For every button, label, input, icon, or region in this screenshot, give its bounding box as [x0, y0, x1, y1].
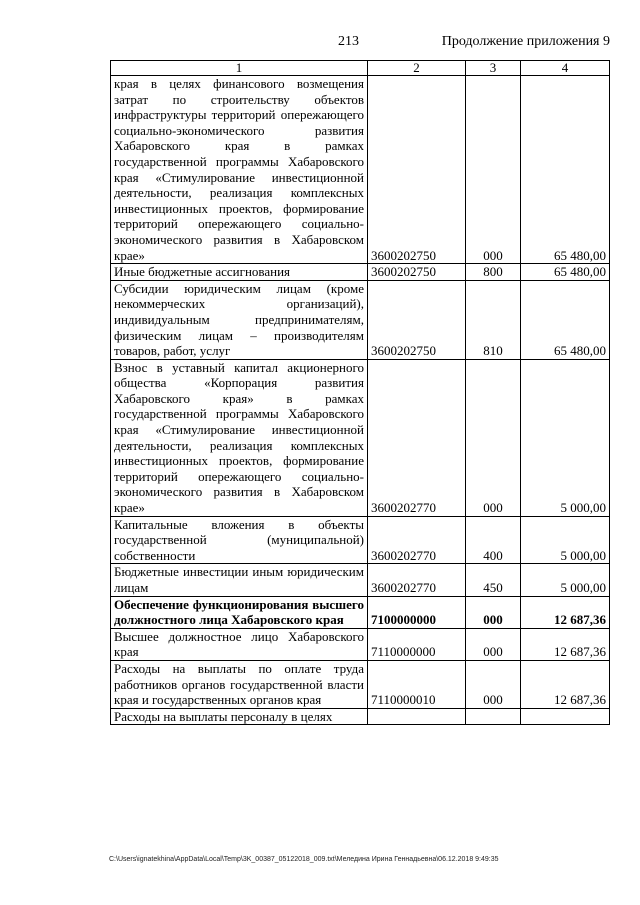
table-header-row: [111, 61, 610, 76]
row-name: Высшее должностное лицо Хабаровского края: [111, 628, 368, 660]
row-name: Обеспечение функционирования высшего должностного лица Хабаровского края: [111, 596, 368, 628]
row-expense-type: 810: [466, 280, 521, 359]
row-amount: 12 687,36: [521, 660, 610, 708]
table-row-continued: [111, 708, 610, 725]
row-amount: 12 687,36: [521, 596, 610, 628]
row-amount: 65 480,00: [521, 264, 610, 281]
row-target-code: 3600202750: [368, 280, 466, 359]
row-expense-type: 000: [466, 596, 521, 628]
row-name: Капитальные вложения в объекты государственной (муниципальной) собственности: [111, 516, 368, 564]
column-header-3: 3: [466, 61, 521, 76]
row-expense-type: 800: [466, 264, 521, 281]
row-expense-type: [466, 708, 521, 725]
row-expense-type: 400: [466, 516, 521, 564]
table-row: [111, 280, 610, 359]
row-amount: 65 480,00: [521, 280, 610, 359]
row-name: Иные бюджетные ассигнования: [111, 264, 368, 281]
row-target-code: 3600202770: [368, 516, 466, 564]
table-row-section-total: [111, 596, 610, 628]
row-target-code: 7110000010: [368, 660, 466, 708]
row-amount: 5 000,00: [521, 359, 610, 516]
row-name: Расходы на выплаты персоналу в целях: [111, 708, 368, 725]
row-expense-type: 450: [466, 564, 521, 596]
footer-file-path: C:\Users\ignatekhina\AppData\Local\Temp\3K_00387_05122018_009.txt\Меледина Ирина Геннадьевна\06.12.2018 9:49:35: [109, 856, 499, 863]
row-name: Субсидии юридическим лицам (кроме некоммерческих организаций), индивидуальным предпринимателям, физическим лицам – производителям товаров, работ, услуг: [111, 280, 368, 359]
row-target-code: 7100000000: [368, 596, 466, 628]
appendix-continuation-label: Продолжение приложения 9: [441, 34, 610, 49]
column-header-2: 2: [368, 61, 466, 76]
row-expense-type: 000: [466, 660, 521, 708]
row-expense-type: 000: [466, 76, 521, 264]
page-number: 213: [338, 34, 359, 49]
row-target-code: 7110000000: [368, 628, 466, 660]
row-expense-type: 000: [466, 359, 521, 516]
table-row: [111, 76, 610, 264]
row-expense-type: 000: [466, 628, 521, 660]
row-amount: 65 480,00: [521, 76, 610, 264]
row-target-code: 3600202770: [368, 564, 466, 596]
row-name: Расходы на выплаты по оплате труда работников органов государственной власти края и государственных органов края: [111, 660, 368, 708]
column-header-1: 1: [111, 61, 368, 76]
column-header-4: 4: [521, 61, 610, 76]
table-row: [111, 564, 610, 596]
table-row: [111, 628, 610, 660]
row-target-code: 3600202750: [368, 76, 466, 264]
table-row: [111, 516, 610, 564]
table-row: [111, 359, 610, 516]
row-name: Взнос в уставный капитал акционерного общества «Корпорация развития Хабаровского края» в рамках государственной программы Хабаровского края «Стимулирование инвестиционной деятельности, реализация комплексных инвестиционных проектов, формирование территорий опережающего социально-экономического развития в Хабаровском крае»: [111, 359, 368, 516]
row-name: Бюджетные инвестиции иным юридическим лицам: [111, 564, 368, 596]
table-row: [111, 660, 610, 708]
table-row: [111, 264, 610, 281]
row-name: края в целях финансового возмещения затрат по строительству объектов инфраструктуры территорий опережающего социально-экономического развития Хабаровского края в рамках государственной программы Хабаровского края «Стимулирование инвестиционной деятельности, реализация комплексных инвестиционных проектов, формирование территорий опережающего социально-экономического развития в Хабаровском крае»: [111, 76, 368, 264]
row-target-code: 3600202750: [368, 264, 466, 281]
row-target-code: 3600202770: [368, 359, 466, 516]
row-amount: [521, 708, 610, 725]
budget-table: [110, 60, 610, 725]
row-amount: 5 000,00: [521, 516, 610, 564]
row-amount: 5 000,00: [521, 564, 610, 596]
row-target-code: [368, 708, 466, 725]
row-amount: 12 687,36: [521, 628, 610, 660]
